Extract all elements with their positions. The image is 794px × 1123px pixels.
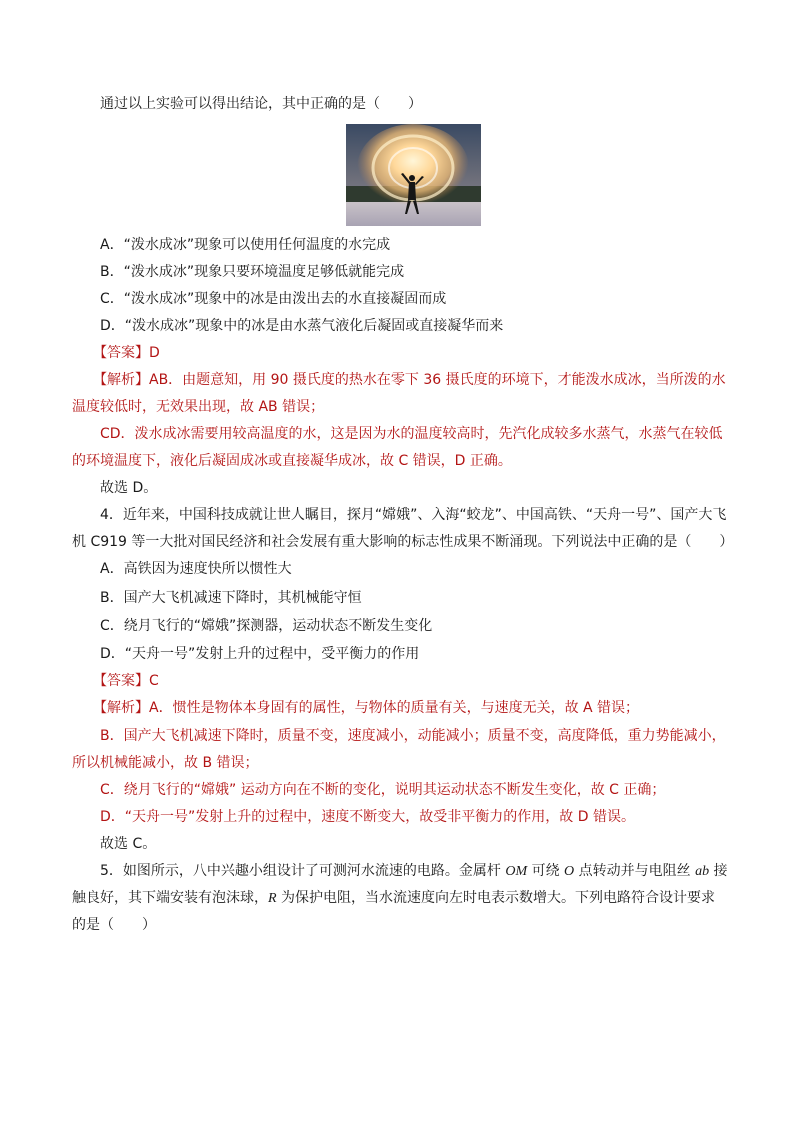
text: 5．如图所示，八中兴趣小组设计了可测河水流速的电路。金属杆 bbox=[100, 863, 506, 879]
var-r: R bbox=[268, 891, 277, 906]
answer-value: D bbox=[149, 345, 160, 361]
q4-analysis-line-5: D．“天舟一号”发射上升的过程中，速度不断变大，故受非平衡力的作用，故 D 错误。 bbox=[100, 809, 635, 825]
q4-analysis-line-4: C．绕月飞行的“嫦娥” 运动方向在不断的变化，说明其运动状态不断发生变化，故 C 正确； bbox=[100, 782, 666, 798]
splash-ice-photo bbox=[346, 124, 481, 226]
q3-analysis-line-3: CD．泼水成冰需要用较高温度的水，这是因为水的温度较高时，先汽化成较多水蒸气，水蒸气在较低 bbox=[100, 426, 723, 442]
q4-analysis-line-1 bbox=[93, 699, 639, 717]
var-o: O bbox=[564, 864, 575, 879]
answer-value: C bbox=[149, 673, 159, 689]
q3-analysis-line-1 bbox=[93, 371, 726, 389]
q3-option-c: C．“泼水成冰”现象中的冰是由泼出去的水直接凝固而成 bbox=[100, 291, 447, 307]
q3-answer bbox=[93, 344, 160, 362]
q3-analysis-line-4: 的环境温度下，液化后凝固成冰或直接凝华成冰，故 C 错误，D 正确。 bbox=[72, 453, 512, 469]
q3-option-d: D．“泼水成冰”现象中的冰是由水蒸气液化后凝固或直接凝华而来 bbox=[100, 318, 504, 334]
analysis-label: 【解析】 bbox=[93, 700, 149, 716]
q3-conclusion: 故选 D。 bbox=[100, 480, 158, 496]
text: 为保护电阻，当水流速度向左时电表示数增大。下列电路符合设计要求 bbox=[276, 890, 716, 906]
text: 可绕 bbox=[527, 863, 565, 879]
q5-stem-line-2 bbox=[72, 889, 715, 908]
q4-stem-line-2: 机 C919 等一大批对国民经济和社会发展有重大影响的标志性成果不断涌现。下列说法中正确的是（ ） bbox=[72, 534, 734, 550]
answer-label: 【答案】 bbox=[93, 345, 149, 361]
text: 点转动并与电阻丝 bbox=[574, 863, 696, 879]
q4-conclusion: 故选 C。 bbox=[100, 836, 157, 852]
text: 接 bbox=[709, 863, 728, 879]
q4-answer bbox=[93, 672, 159, 690]
var-om: OM bbox=[505, 864, 528, 879]
q4-option-d: D．“天舟一号”发射上升的过程中，受平衡力的作用 bbox=[100, 646, 420, 662]
q4-option-a: A．高铁因为速度快所以惯性大 bbox=[100, 561, 292, 577]
answer-label: 【答案】 bbox=[93, 673, 149, 689]
analysis-text: AB．由题意知，用 90 摄氏度的热水在零下 36 摄氏度的环境下，才能泼水成冰，当所泼的水 bbox=[149, 372, 726, 388]
q5-stem-line-3: 的是（ ） bbox=[72, 917, 156, 933]
q5-stem-line-1 bbox=[100, 862, 728, 881]
q3-analysis-line-2: 温度较低时，无效果出现，故 AB 错误； bbox=[72, 399, 325, 415]
var-ab: ab bbox=[695, 864, 710, 879]
q4-analysis-line-3: 所以机械能减小，故 B 错误； bbox=[72, 755, 259, 771]
analysis-label: 【解析】 bbox=[93, 372, 149, 388]
q3-option-b: B．“泼水成冰”现象只要环境温度足够低就能完成 bbox=[100, 264, 405, 280]
q4-option-b: B．国产大飞机减速下降时，其机械能守恒 bbox=[100, 590, 362, 606]
analysis-text: A．惯性是物体本身固有的属性，与物体的质量有关，与速度无关，故 A 错误； bbox=[149, 700, 640, 716]
q4-analysis-line-2: B．国产大飞机减速下降时，质量不变，速度减小，动能减小；质量不变，高度降低，重力势能减小， bbox=[100, 728, 726, 744]
q3-stem: 通过以上实验可以得出结论，其中正确的是（ ） bbox=[100, 96, 422, 112]
q4-option-c: C．绕月飞行的“嫦娥”探测器，运动状态不断发生变化 bbox=[100, 618, 433, 634]
text: 触良好，其下端安装有泡沫球， bbox=[72, 890, 268, 906]
q4-stem-line-1: 4．近年来，中国科技成就让世人瞩目，探月“嫦娥”、入海“蛟龙”、中国高铁、“天舟一号”、国产大飞 bbox=[100, 507, 727, 523]
q3-option-a: A．“泼水成冰”现象可以使用任何温度的水完成 bbox=[100, 237, 391, 253]
